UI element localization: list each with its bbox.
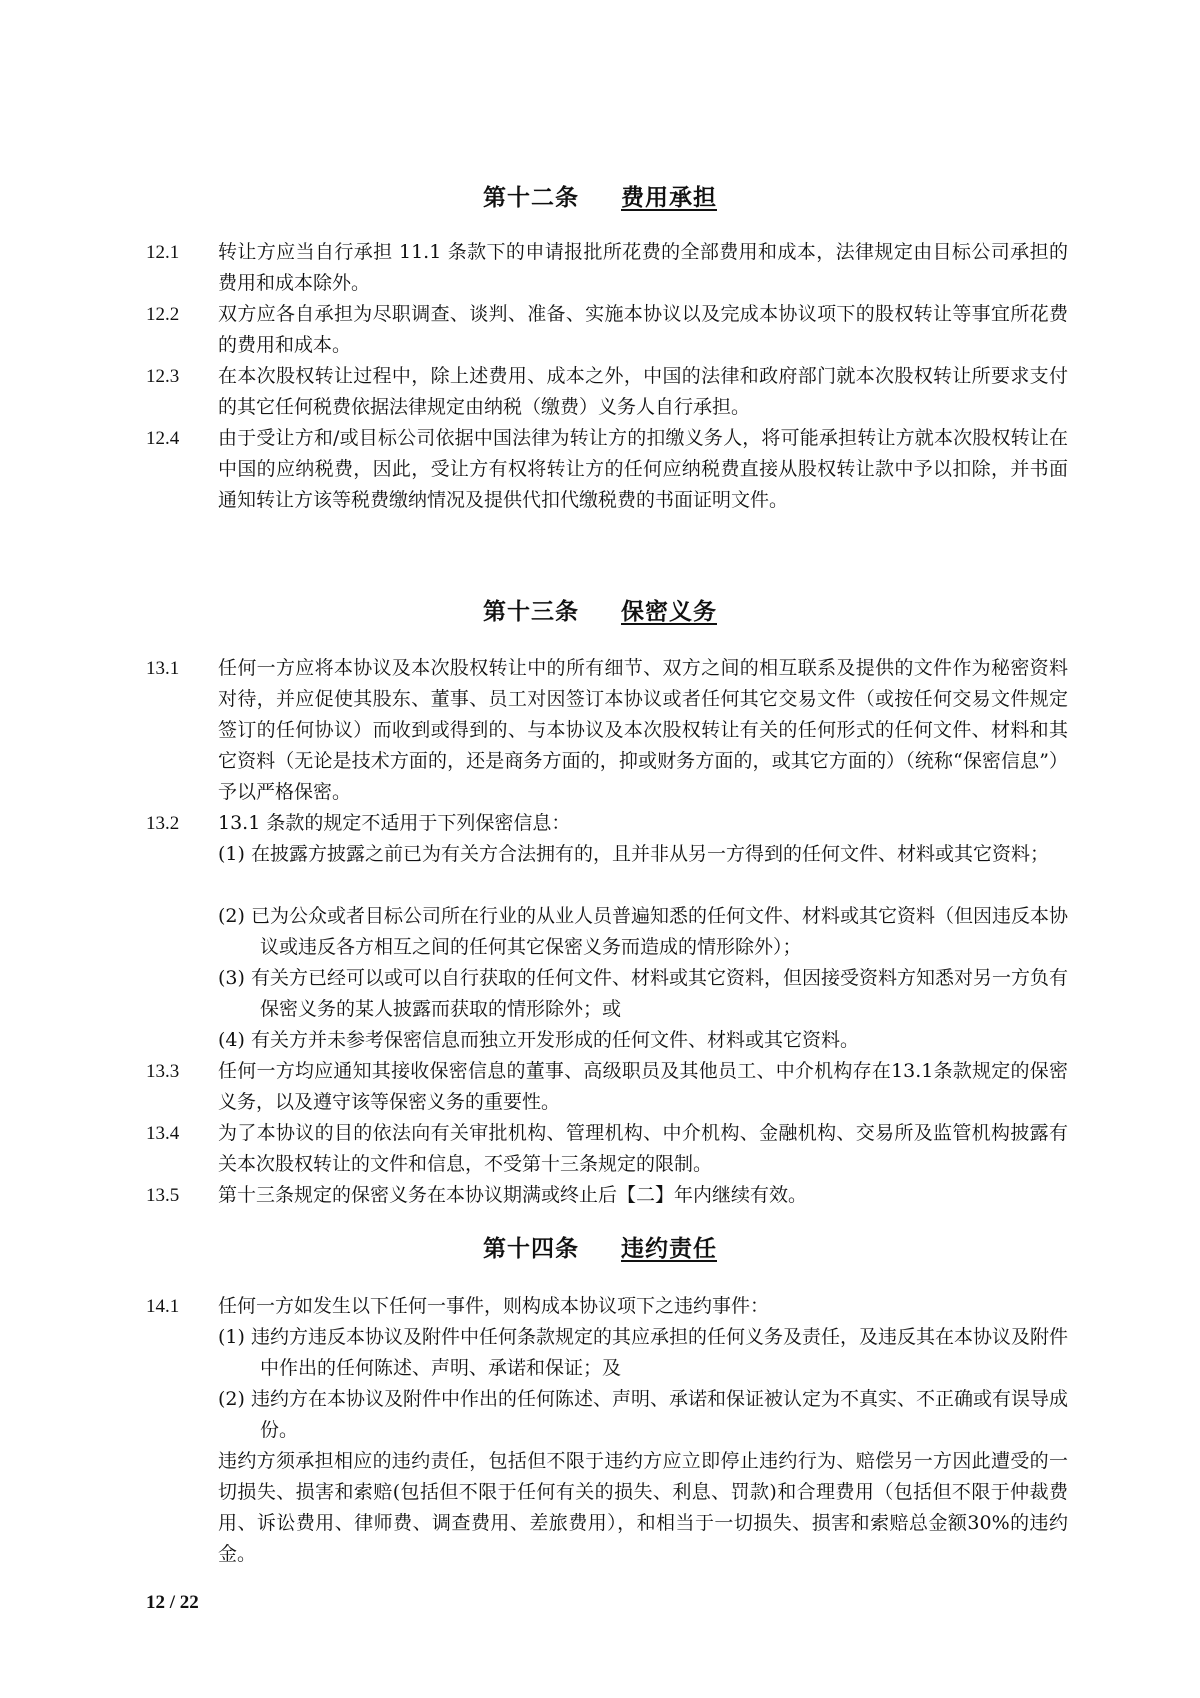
section-title: 费用承担 xyxy=(621,184,717,211)
list-item-text: (3) 有关方已经可以或可以自行获取的任何文件、材料或其它资料，但因接受资料方知悉对另一方负有保密义务的某人披露而获取的情形除外；或 xyxy=(218,967,1068,1020)
clause-text: 双方应各自承担为尽职调查、谈判、准备、实施本协议以及完成本协议项下的股权转让等事宜所花费的费用和成本。 xyxy=(218,303,1068,356)
clause-number: 13.4 xyxy=(146,1123,180,1144)
clause-text: 任何一方均应通知其接收保密信息的董事、高级职员及其他员工、中介机构存在13.1条款规定的保密义务，以及遵守该等保密义务的重要性。 xyxy=(218,1060,1068,1113)
clause-text: 转让方应当自行承担 11.1 条款下的申请报批所花费的全部费用和成本，法律规定由目标公司承担的费用和成本除外。 xyxy=(218,241,1068,294)
list-item-text: (4) 有关方并未参考保密信息而独立开发形成的任何文件、材料或其它资料。 xyxy=(218,1029,859,1051)
section-heading-14 xyxy=(0,1234,1200,1264)
clause-number: 12.1 xyxy=(146,242,180,263)
section-heading-12 xyxy=(0,183,1200,213)
section-number: 第十三条 xyxy=(483,598,579,625)
list-item-text: (2) 违约方在本协议及附件中作出的任何陈述、声明、承诺和保证被认定为不真实、不正确或有误导成份。 xyxy=(218,1388,1068,1441)
clause-text: 为了本协议的目的依法向有关审批机构、管理机构、中介机构、金融机构、交易所及监管机构披露有关本次股权转让的文件和信息，不受第十三条规定的限制。 xyxy=(218,1122,1068,1175)
clause-text: 任何一方如发生以下任何一事件，则构成本协议项下之违约事件： xyxy=(218,1295,770,1317)
clause-number: 12.2 xyxy=(146,304,180,325)
section-number: 第十二条 xyxy=(483,184,579,211)
clause-text: 13.1 条款的规定不适用于下列保密信息： xyxy=(218,812,571,834)
clause-number: 13.1 xyxy=(146,658,180,679)
clause-text: 在本次股权转让过程中，除上述费用、成本之外，中国的法律和政府部门就本次股权转让所要求支付的其它任何税费依据法律规定由纳税（缴费）义务人自行承担。 xyxy=(218,365,1068,418)
clause-number: 13.5 xyxy=(146,1185,180,1206)
clause-number: 13.2 xyxy=(146,813,180,834)
paragraph-text: 违约方须承担相应的违约责任，包括但不限于违约方应立即停止违约行为、赔偿另一方因此遭受的一切损失、损害和索赔(包括但不限于任何有关的损失、利息、罚款)和合理费用（包括但不限于仲裁费用、诉讼费用、律师费、调查费用、差旅费用），和相当于一切损失、损害和索赔总金额30%的违约金。 xyxy=(218,1450,1068,1565)
clause-number: 13.3 xyxy=(146,1061,180,1082)
clause-number: 12.3 xyxy=(146,366,180,387)
clause-number: 12.4 xyxy=(146,428,180,449)
list-item-text: (2) 已为公众或者目标公司所在行业的从业人员普遍知悉的任何文件、材料或其它资料（但因违反本协议或违反各方相互之间的任何其它保密义务而造成的情形除外）； xyxy=(218,905,1068,958)
clause-text: 任何一方应将本协议及本次股权转让中的所有细节、双方之间的相互联系及提供的文件作为秘密资料对待，并应促使其股东、董事、员工对因签订本协议或者任何其它交易文件（或按任何交易文件规定签订的任何协议）而收到或得到的、与本协议及本次股权转让有关的任何形式的任何文件、材料和其它资料（无论是技术方面的，还是商务方面的，抑或财务方面的，或其它方面的）（统称“保密信息”）予以严格保密。 xyxy=(218,657,1068,803)
clause-text: 第十三条规定的保密义务在本协议期满或终止后【二】年内继续有效。 xyxy=(218,1184,808,1206)
list-item-text: (1) 违约方违反本协议及附件中任何条款规定的其应承担的任何义务及责任，及违反其在本协议及附件中作出的任何陈述、声明、承诺和保证；及 xyxy=(218,1326,1068,1379)
list-item-text: (1) 在披露方披露之前已为有关方合法拥有的，且并非从另一方得到的任何文件、材料或其它资料； xyxy=(218,843,1049,865)
section-number: 第十四条 xyxy=(483,1235,579,1262)
section-title: 违约责任 xyxy=(621,1235,717,1262)
section-title: 保密义务 xyxy=(621,598,717,625)
clause-number: 14.1 xyxy=(146,1296,180,1317)
clause-text: 由于受让方和/或目标公司依据中国法律为转让方的扣缴义务人，将可能承担转让方就本次股权转让在中国的应纳税费，因此，受让方有权将转让方的任何应纳税费直接从股权转让款中予以扣除，并书面通知转让方该等税费缴纳情况及提供代扣代缴税费的书面证明文件。 xyxy=(218,427,1068,511)
page-number: 12 / 22 xyxy=(146,1592,199,1613)
section-heading-13 xyxy=(0,597,1200,627)
